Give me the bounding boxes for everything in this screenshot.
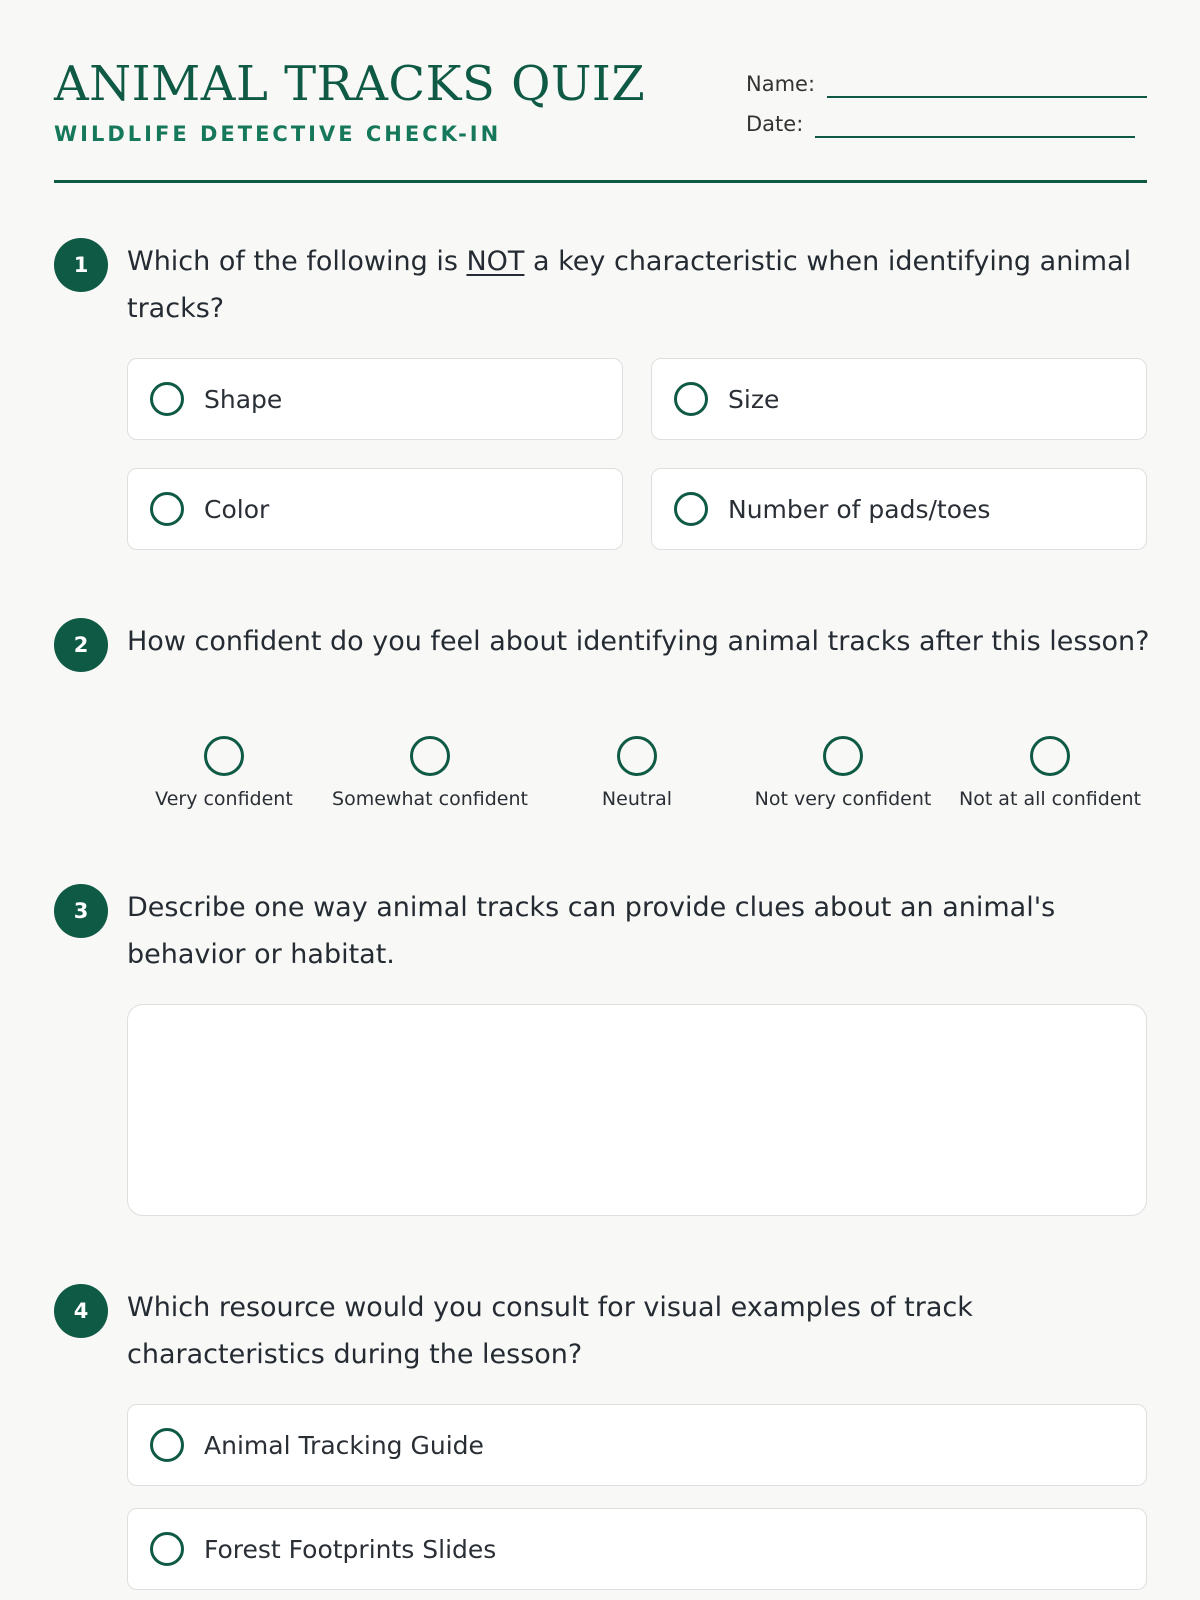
option-size[interactable] xyxy=(651,358,1147,440)
scale-option-very-confident[interactable] xyxy=(121,736,327,810)
radio-button[interactable] xyxy=(150,1428,184,1462)
radio-button[interactable] xyxy=(674,492,708,526)
scale-label: Not very confident xyxy=(754,788,932,810)
answer-textarea[interactable] xyxy=(127,1004,1147,1216)
scale-option-not-at-all-confident[interactable] xyxy=(947,736,1153,810)
scale-label: Very confident xyxy=(155,788,293,810)
question-1-emphasis: NOT xyxy=(466,246,525,277)
question-number-badge: 1 xyxy=(54,238,108,292)
scale-option-somewhat-confident[interactable] xyxy=(327,736,533,810)
date-label: Date: xyxy=(746,112,804,136)
question-3-text: Describe one way animal tracks can provide clues about an animal's behavior or habitat. xyxy=(127,892,1056,970)
option-pads-toes[interactable] xyxy=(651,468,1147,550)
option-color[interactable] xyxy=(127,468,623,550)
question-1-text-end: a key characteristic when identifying animal tracks? xyxy=(127,246,1132,324)
option-label: Number of pads/toes xyxy=(728,494,991,524)
radio-button[interactable] xyxy=(823,736,863,776)
option-label: Size xyxy=(728,384,780,414)
option-label: Color xyxy=(204,494,270,524)
name-field[interactable] xyxy=(827,70,1147,98)
radio-button[interactable] xyxy=(150,492,184,526)
radio-button[interactable] xyxy=(674,382,708,416)
radio-button[interactable] xyxy=(150,382,184,416)
date-field-row xyxy=(746,110,1135,138)
question-2-text: How confident do you feel about identifying animal tracks after this lesson? xyxy=(127,626,1150,657)
option-animal-tracking-guide[interactable] xyxy=(127,1404,1147,1486)
option-forest-footprints-slides[interactable] xyxy=(127,1508,1147,1590)
question-number-badge: 4 xyxy=(54,1284,108,1338)
scale-label: Somewhat confident xyxy=(332,788,528,810)
page-subtitle: WILDLIFE DETECTIVE CHECK-IN xyxy=(54,122,502,146)
radio-button[interactable] xyxy=(410,736,450,776)
date-field[interactable] xyxy=(815,110,1135,138)
scale-option-not-very-confident[interactable] xyxy=(740,736,946,810)
scale-option-neutral[interactable] xyxy=(534,736,740,810)
option-label: Shape xyxy=(204,384,283,414)
radio-button[interactable] xyxy=(150,1532,184,1566)
question-1-text xyxy=(127,238,1157,332)
header-divider xyxy=(54,180,1147,183)
radio-button[interactable] xyxy=(1030,736,1070,776)
radio-button[interactable] xyxy=(617,736,657,776)
radio-button[interactable] xyxy=(204,736,244,776)
scale-label: Not at all confident xyxy=(958,788,1142,810)
option-label: Animal Tracking Guide xyxy=(204,1430,484,1460)
option-label: Forest Footprints Slides xyxy=(204,1534,497,1564)
option-shape[interactable] xyxy=(127,358,623,440)
question-4-text: Which resource would you consult for visual examples of track characteristics during the lesson? xyxy=(127,1292,973,1370)
page-title: ANIMAL TRACKS QUIZ xyxy=(54,56,646,112)
question-number-badge: 3 xyxy=(54,884,108,938)
name-field-row xyxy=(746,70,1147,98)
question-1-text-start: Which of the following is xyxy=(127,246,467,277)
question-number-badge: 2 xyxy=(54,618,108,672)
name-label: Name: xyxy=(746,72,816,96)
scale-label: Neutral xyxy=(601,788,673,810)
